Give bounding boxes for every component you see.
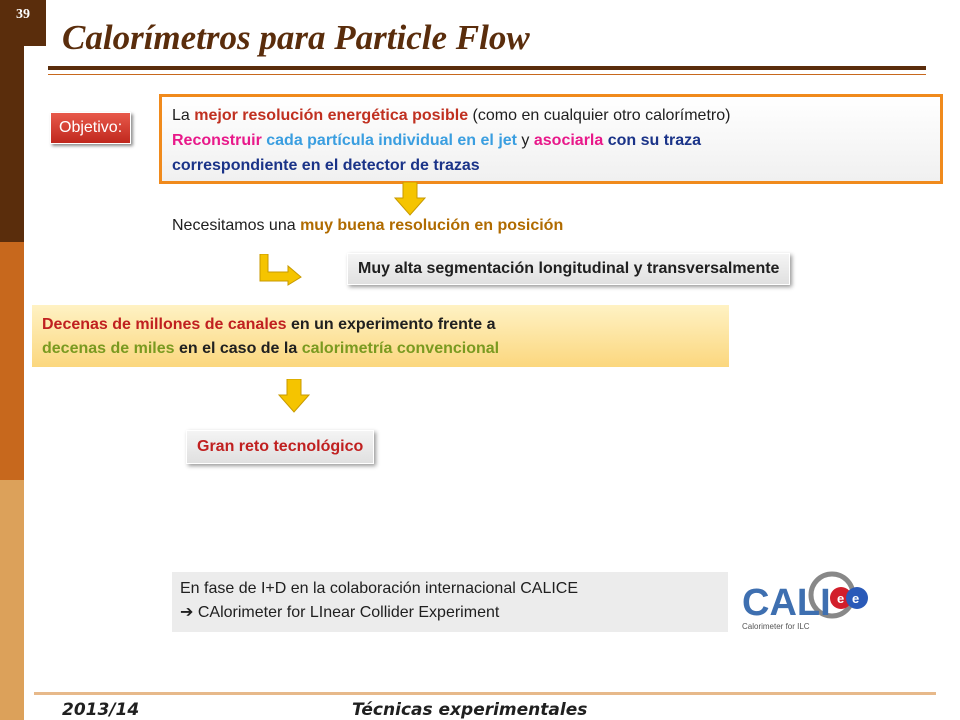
slide-number: 39 [0,0,46,46]
right-bent-arrow-icon [258,254,302,286]
objective-text: La [172,107,195,124]
channels-highlight: Decenas de millones de canales [42,316,287,333]
objective-tag: Objetivo: [50,112,131,144]
channels-text: en un experimento frente a [286,316,496,333]
position-highlight: muy buena resolución en posición [300,217,564,234]
channels-box [32,305,729,367]
position-text [172,217,563,235]
down-arrow-icon [278,379,310,413]
right-arrow-icon: ➔ [180,604,194,621]
position-prefix: Necesitamos una [172,217,301,234]
objective-highlight: Reconstruir [172,132,262,149]
channels-highlight: calorimetría convencional [301,340,500,357]
channels-highlight: decenas de miles [42,340,175,357]
slide-title: Calorímetros para Particle Flow [62,18,530,57]
calice-acronym: CAlorimeter for LInear Collider Experiment [197,604,500,621]
sidebar-strip [0,0,24,720]
calice-logo [740,571,870,635]
sidebar-light-segment [0,480,24,720]
svg-text:CALI: CALI [742,582,831,624]
objective-line-1 [172,103,930,128]
channels-text: en el caso de la [174,340,302,357]
calice-box [172,572,728,632]
svg-text:e: e [852,591,860,606]
channels-line-2 [42,337,719,361]
footer-year: 2013/14 [62,700,140,720]
calice-line-2 [180,601,720,625]
objective-box [159,94,943,184]
objective-line-2 [172,128,930,153]
objective-highlight: mejor resolución energética posible [194,107,469,124]
footer-rule [34,692,936,695]
objective-text: (como en cualquier otro calorímetro) [468,107,731,124]
objective-highlight: con su traza [603,132,702,149]
down-arrow-icon [394,182,426,216]
footer-course: Técnicas experimentales [352,700,588,720]
sidebar-orange-segment [0,242,24,480]
calice-line-1: En fase de I+D en la colaboración internacional CALICE [180,580,579,597]
objective-line-3: correspondiente en el detector de trazas [172,157,480,174]
objective-text: y [516,132,534,149]
svg-text:Calorimeter for ILC: Calorimeter for ILC [742,622,810,631]
challenge-box: Gran reto tecnológico [186,430,374,464]
objective-highlight: asociarla [533,132,604,149]
title-rule-thin [48,74,926,75]
title-rule [48,66,926,70]
channels-line-1 [42,313,719,337]
segmentation-box: Muy alta segmentación longitudinal y transversalmente [347,253,790,285]
svg-text:e: e [837,591,845,606]
objective-highlight: cada partícula individual en el jet [261,132,517,149]
